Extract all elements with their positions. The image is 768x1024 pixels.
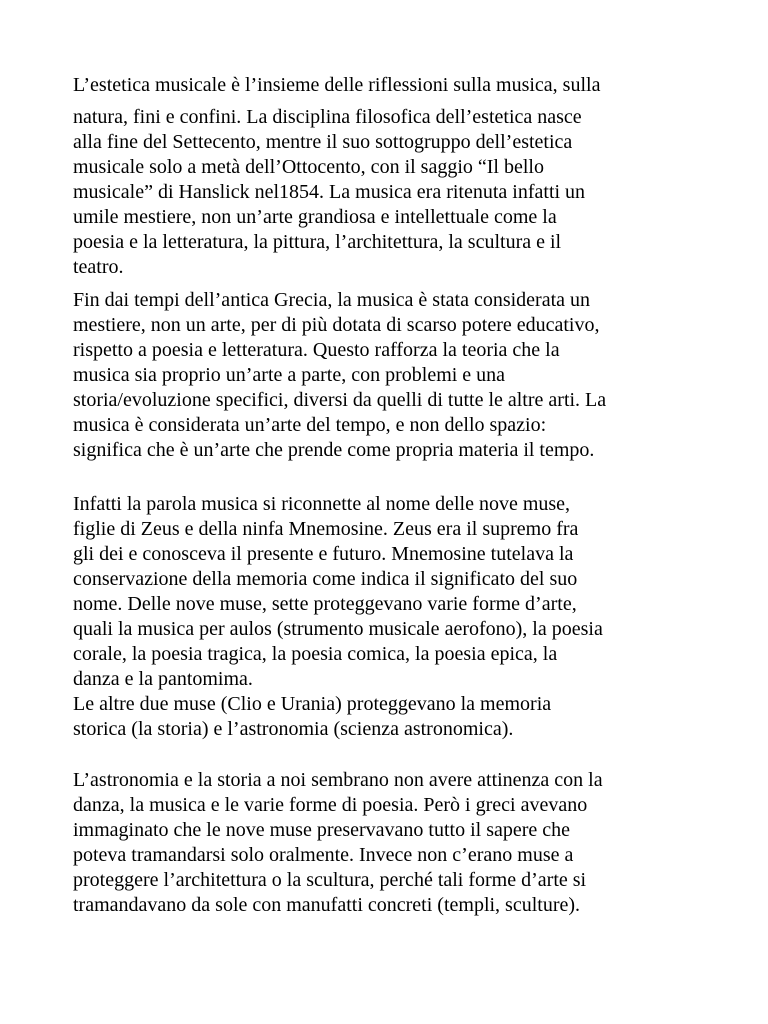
- text-line: corale, la poesia tragica, la poesia comica, la poesia epica, la: [73, 643, 558, 665]
- text-line: figlie di Zeus e della ninfa Mnemosine. Zeus era il supremo fra: [73, 518, 579, 540]
- text-line: poteva tramandarsi solo oralmente. Invece non c’erano muse a: [73, 844, 574, 866]
- text-line: storica (la storia) e l’astronomia (scienza astronomica).: [73, 718, 514, 740]
- text-line: Le altre due muse (Clio e Urania) proteggevano la memoria: [73, 693, 552, 715]
- text-line: L’estetica musicale è l’insieme delle riflessioni sulla musica, sulla: [73, 74, 601, 96]
- text-line: natura, fini e confini. La disciplina filosofica dell’estetica nasce: [73, 106, 582, 128]
- text-line: danza, la musica e le varie forme di poesia. Però i greci avevano: [73, 794, 588, 816]
- text-line: Fin dai tempi dell’antica Grecia, la musica è stata considerata un: [73, 289, 591, 311]
- text-line: nome. Delle nove muse, sette proteggevano varie forme d’arte,: [73, 593, 577, 615]
- text-line: mestiere, non un arte, per di più dotata di scarso potere educativo,: [73, 314, 600, 336]
- text-line: significa che è un’arte che prende come propria materia il tempo.: [73, 439, 595, 461]
- text-line: proteggere l’architettura o la scultura, perché tali forme d’arte si: [73, 869, 587, 891]
- text-line: storia/evoluzione specifici, diversi da quelli di tutte le altre arti. La: [73, 389, 607, 411]
- text-line: L’astronomia e la storia a noi sembrano non avere attinenza con la: [73, 769, 603, 791]
- text-line: conservazione della memoria come indica il significato del suo: [73, 568, 578, 590]
- text-line: musicale solo a metà dell’Ottocento, con il saggio “Il bello: [73, 156, 544, 178]
- text-line: danza e la pantomima.: [73, 668, 253, 690]
- text-line: musica è considerata un’arte del tempo, e non dello spazio:: [73, 414, 547, 436]
- text-line: gli dei e conosceva il presente e futuro. Mnemosine tutelava la: [73, 543, 574, 565]
- text-line: musicale” di Hanslick nel1854. La musica era ritenuta infatti un: [73, 181, 586, 203]
- text-line: teatro.: [73, 256, 124, 278]
- text-line: quali la musica per aulos (strumento musicale aerofono), la poesia: [73, 618, 603, 640]
- text-line: rispetto a poesia e letteratura. Questo rafforza la teoria che la: [73, 339, 560, 361]
- text-line: poesia e la letteratura, la pittura, l’architettura, la scultura e il: [73, 231, 562, 253]
- text-line: Infatti la parola musica si riconnette al nome delle nove muse,: [73, 493, 571, 515]
- text-line: immaginato che le nove muse preservavano tutto il sapere che: [73, 819, 571, 841]
- text-line: tramandavano da sole con manufatti concreti (templi, sculture).: [73, 894, 581, 916]
- text-line: umile mestiere, non un’arte grandiosa e intellettuale come la: [73, 206, 557, 228]
- text-line: alla fine del Settecento, mentre il suo sottogruppo dell’estetica: [73, 131, 573, 153]
- text-line: musica sia proprio un’arte a parte, con problemi e una: [73, 364, 506, 386]
